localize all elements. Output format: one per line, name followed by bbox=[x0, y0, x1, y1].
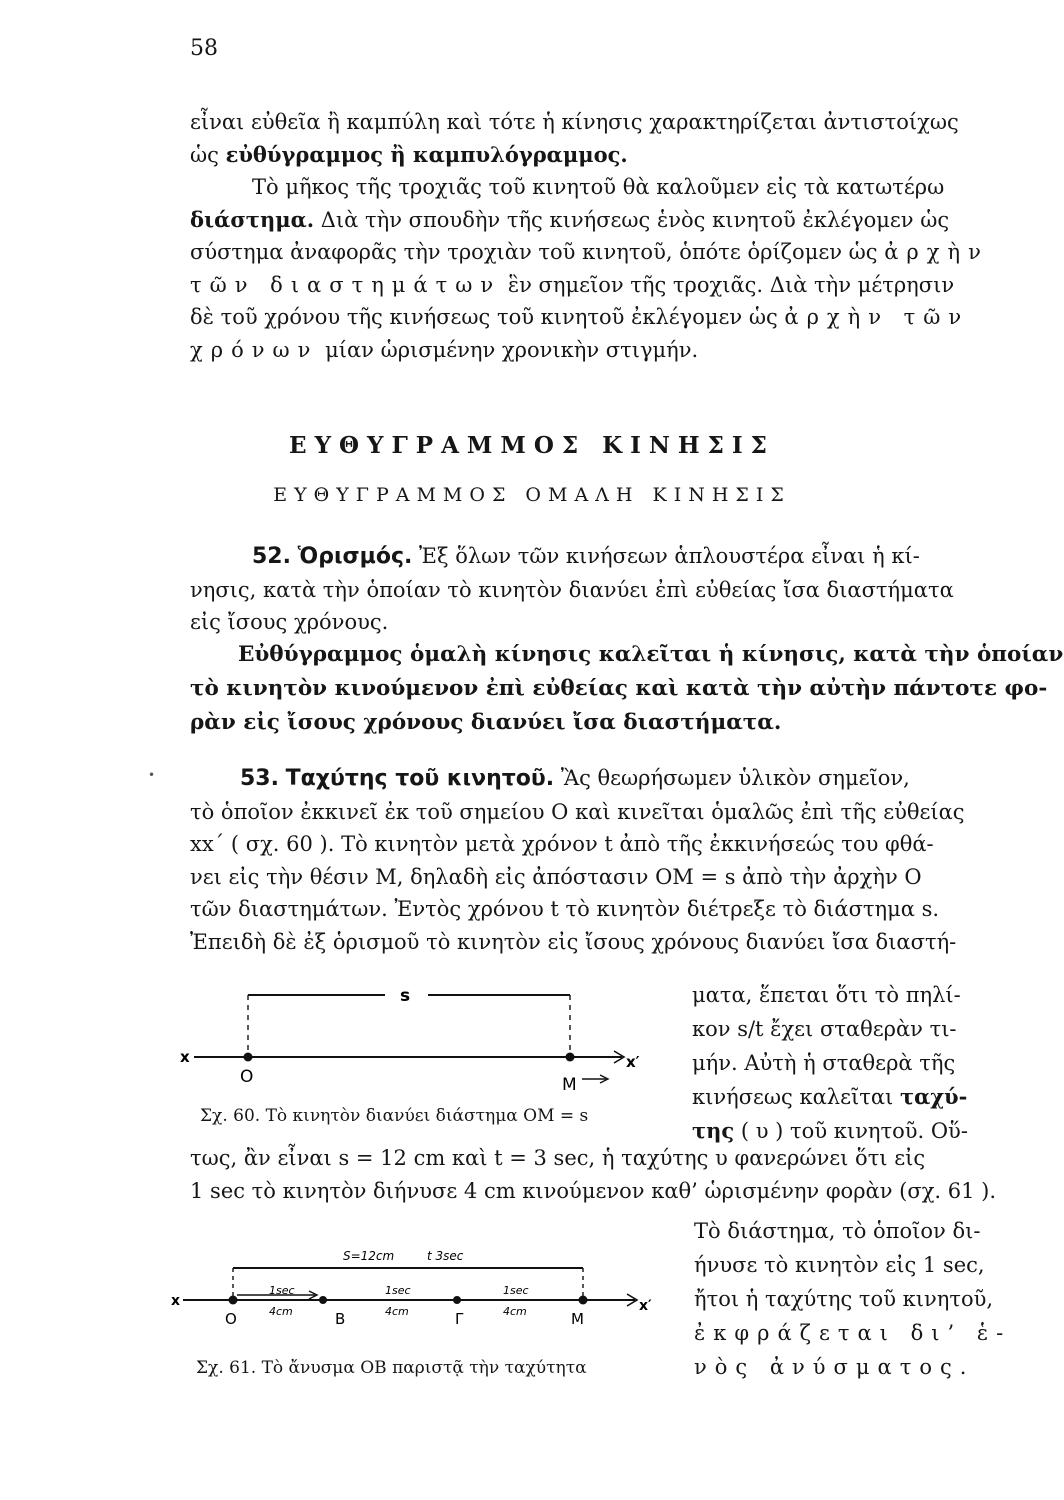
figure-60-caption: Σχ. 60. Τὸ κινητὸν διανύει διάστημα OM = s bbox=[200, 1106, 589, 1126]
text-fragment: ὡς bbox=[190, 142, 219, 167]
text-line: ματα, ἕπεται ὅτι τὸ πηλί- bbox=[692, 983, 961, 1007]
text-line bbox=[190, 204, 1026, 237]
figure-60 bbox=[170, 985, 660, 1095]
figure-61-caption: Σχ. 61. Τὸ ἄνυσμα OB παριστᾷ τὴν ταχύτητα bbox=[196, 1358, 587, 1378]
text-fragment: Διὰ τὴν σπουδὴν τῆς κινήσεως ἑνὸς κινητοῦ ἐκλέγομεν ὡς bbox=[320, 207, 950, 232]
spaced-term: χρόνων bbox=[190, 337, 319, 362]
text-line: ήνυσε τὸ κινητὸν εἰς 1 sec, bbox=[694, 1253, 985, 1277]
text-fragment: δὲ τοῦ χρόνου τῆς κινήσεως τοῦ κινητοῦ ἐκλέγομεν ὡς bbox=[190, 305, 778, 329]
continuation-paragraph bbox=[190, 1142, 1026, 1207]
label-x-prime: x′ bbox=[626, 1053, 640, 1071]
figure-61 bbox=[165, 1238, 665, 1338]
text-line: νει εἰς τὴν θέσιν M, δηλαδὴ εἰς ἀπόστασιν OM = s ἀπὸ τὴν ἀρχὴν O bbox=[190, 864, 922, 889]
page-number: 58 bbox=[190, 36, 218, 61]
definition-paragraph bbox=[190, 638, 1064, 740]
text-fragment: σύστημα ἀναφορᾶς τὴν τροχιὰν τοῦ κινητοῦ, ὁπότε ὁρίζομεν ὡς bbox=[190, 240, 878, 264]
text-line: Τὸ διάστημα, τὸ ὁποῖον δι- bbox=[694, 1219, 981, 1243]
definition-line: ρὰν εἰς ἴσους χρόνους διανύει ἴσα διαστήματα. bbox=[190, 710, 782, 735]
section-number: 53. bbox=[240, 766, 279, 791]
text-line: κον s/t ἔχει σταθερὰν τι- bbox=[692, 1017, 957, 1041]
spaced-term: ἀρχὴν τῶν bbox=[784, 305, 970, 329]
label-s: s bbox=[400, 986, 411, 1006]
point-O bbox=[229, 1296, 238, 1305]
section-title: Ταχύτης τοῦ κινητοῦ. bbox=[285, 766, 555, 791]
section-heading: ΕΥΘΥΓΡΑΜΜΟΣ ΟΜΑΛΗ ΚΙΝΗΣΙΣ bbox=[273, 484, 791, 506]
section-title: Ὁρισμός. bbox=[297, 544, 413, 569]
label-cm-2: 4cm bbox=[385, 1305, 409, 1318]
text-fragment: μίαν ὡρισμένην χρονικὴν στιγμήν. bbox=[325, 337, 699, 362]
text-line bbox=[190, 269, 1026, 302]
text-fragment: κινήσεως καλεῖται bbox=[692, 1085, 894, 1109]
label-O: O bbox=[240, 1067, 254, 1087]
text-line bbox=[190, 762, 1026, 796]
label-x-prime: x′ bbox=[639, 1298, 652, 1314]
side-column-1 bbox=[692, 978, 1028, 1148]
label-sec-3: 1sec bbox=[503, 1284, 529, 1297]
text-line: xx΄ ( σχ. 60 ). Τὸ κινητὸν μετὰ χρόνον t ἀπὸ τῆς ἐκκινήσεώς του φθά- bbox=[190, 832, 934, 856]
text-fragment: Ἂς θεωρήσωμεν ὑλικὸν σημεῖον, bbox=[560, 766, 910, 790]
text-line: τῶν διαστημάτων. Ἐντὸς χρόνου t τὸ κινητὸν διέτρεξε τὸ διάστημα s. bbox=[190, 897, 940, 921]
text-fragment: ( υ ) τοῦ κινητοῦ. Οὕ- bbox=[740, 1119, 968, 1143]
text-line: 1 sec τὸ κινητὸν διήνυσε 4 cm κινούμενον καθ’ ὡρισμένην φορὰν (σχ. 61 ). bbox=[190, 1178, 997, 1203]
label-B: B bbox=[335, 1310, 346, 1328]
label-sec-2: 1sec bbox=[385, 1284, 411, 1297]
chapter-heading: ΕΥΘΥΓΡΑΜΜΟΣ ΚΙΝΗΣΙΣ bbox=[289, 432, 775, 459]
text-line: Τὸ μῆκος τῆς τροχιᾶς τοῦ κινητοῦ θὰ καλοῦμεν εἰς τὰ κατωτέρω bbox=[252, 175, 945, 199]
section-number: 52. bbox=[252, 544, 291, 569]
point-M bbox=[566, 1053, 575, 1062]
label-total-s: S=12cm bbox=[343, 1249, 395, 1263]
text-line bbox=[190, 139, 1026, 172]
text-line bbox=[190, 236, 1026, 269]
definition-line: τὸ κινητὸν κινούμενον ἐπὶ εὐθείας καὶ κατὰ τὴν αὐτὴν πάντοτε φο- bbox=[190, 676, 1048, 701]
bold-term: ταχύ- bbox=[899, 1084, 968, 1109]
label-cm-1: 4cm bbox=[269, 1305, 293, 1318]
text-line bbox=[190, 334, 1026, 367]
text-line: μήν. Αὐτὴ ἡ σταθερὰ τῆς bbox=[692, 1051, 956, 1075]
text-fragment: ἓν σημεῖον τῆς τροχιᾶς. Διὰ τὴν μέτρησιν bbox=[507, 272, 955, 297]
point-B bbox=[319, 1296, 327, 1304]
point-M bbox=[579, 1296, 588, 1305]
label-cm-3: 4cm bbox=[503, 1305, 527, 1318]
label-M: M bbox=[571, 1310, 584, 1328]
text-line bbox=[190, 540, 1026, 574]
text-fragment: Ἐξ ὅλων τῶν κινήσεων ἁπλουστέρα εἶναι ἡ κί- bbox=[419, 544, 920, 568]
side-column-2 bbox=[694, 1214, 1030, 1384]
section-53 bbox=[190, 762, 1026, 958]
spaced-term: ἀρχὴν bbox=[884, 240, 989, 264]
point-O bbox=[244, 1053, 253, 1062]
label-G: Γ bbox=[455, 1310, 464, 1328]
definition-line: Εὐθύγραμμος ὁμαλὴ κίνησις καλεῖται ἡ κίνησις, κατὰ τὴν ὁποίαν bbox=[238, 642, 1064, 667]
intro-paragraph bbox=[190, 106, 1026, 366]
text-line bbox=[692, 1080, 1028, 1114]
text-line: εἰς ἴσους χρόνους. bbox=[190, 610, 389, 634]
spaced-term: τῶν διαστημάτων bbox=[190, 272, 502, 297]
text-line: τὸ ὁποῖον ἐκκινεῖ ἐκ τοῦ σημείου O καὶ κινεῖται ὁμαλῶς ἐπὶ τῆς εὐθείας bbox=[190, 799, 965, 824]
label-O: O bbox=[225, 1310, 237, 1328]
text-line: νησις, κατὰ τὴν ὁποίαν τὸ κινητὸν διανύει ἐπὶ εὐθείας ἴσα διαστήματα bbox=[190, 577, 954, 602]
label-x: x bbox=[180, 1048, 190, 1066]
bold-term: διάστημα. bbox=[190, 206, 315, 232]
section-52 bbox=[190, 540, 1026, 639]
text-line: εἶναι εὐθεῖα ἢ καμπύλη καὶ τότε ἡ κίνησις χαρακτηρίζεται ἀντιστοίχως bbox=[190, 110, 959, 134]
text-line: ἤτοι ἡ ταχύτης τοῦ κινητοῦ, bbox=[694, 1287, 994, 1311]
bold-term: της bbox=[692, 1118, 735, 1143]
point-G bbox=[453, 1296, 461, 1304]
label-sec-1: 1sec bbox=[269, 1284, 295, 1297]
margin-mark: • bbox=[148, 768, 156, 782]
label-M: M bbox=[562, 1075, 577, 1095]
text-line: Ἐπειδὴ δὲ ἐξ ὁρισμοῦ τὸ κινητὸν εἰς ἴσους χρόνους διανύει ἴσα διαστή- bbox=[190, 929, 957, 954]
bold-term: εὐθύγραμμος ἢ καμπυλόγραμμος. bbox=[225, 141, 628, 167]
text-line bbox=[190, 301, 1026, 334]
spaced-line: νὸς ἀνύσματος. bbox=[694, 1355, 975, 1379]
text-line: τως, ἂν εἶναι s = 12 cm καὶ t = 3 sec, ἡ ταχύτης υ φανερώνει ὅτι εἰς bbox=[190, 1146, 926, 1170]
spaced-line: ἐκφράζεται δι’ ἑ- bbox=[694, 1321, 1012, 1345]
label-x: x bbox=[171, 1293, 181, 1309]
label-total-t: t 3sec bbox=[427, 1249, 464, 1263]
